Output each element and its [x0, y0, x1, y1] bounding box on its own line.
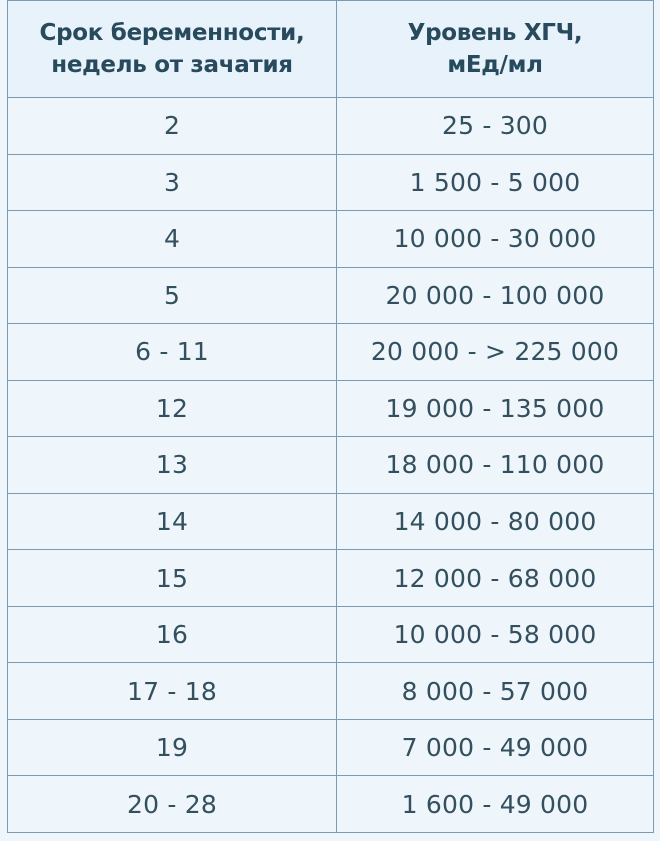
week-cell: 12 — [8, 380, 337, 437]
week-cell: 16 — [8, 606, 337, 663]
table-row — [8, 663, 654, 720]
hcg-cell: 8 000 - 57 000 — [337, 663, 654, 720]
table-row — [8, 267, 654, 324]
week-cell: 17 - 18 — [8, 663, 337, 720]
week-cell: 6 - 11 — [8, 324, 337, 381]
hcg-cell: 1 500 - 5 000 — [337, 154, 654, 211]
hcg-cell: 7 000 - 49 000 — [337, 719, 654, 776]
hcg-cell: 25 - 300 — [337, 98, 654, 155]
table-row — [8, 380, 654, 437]
table-row — [8, 550, 654, 607]
header-hcg-level-line2: мЕд/мл — [447, 52, 543, 78]
hcg-cell: 14 000 - 80 000 — [337, 493, 654, 550]
table-row — [8, 98, 654, 155]
week-cell: 5 — [8, 267, 337, 324]
table-row — [8, 606, 654, 663]
table-row — [8, 437, 654, 494]
hcg-cell: 1 600 - 49 000 — [337, 776, 654, 833]
hcg-cell: 10 000 - 58 000 — [337, 606, 654, 663]
week-cell: 3 — [8, 154, 337, 211]
hcg-cell: 20 000 - > 225 000 — [337, 324, 654, 381]
hcg-cell: 10 000 - 30 000 — [337, 211, 654, 268]
week-cell: 14 — [8, 493, 337, 550]
header-row — [8, 1, 654, 98]
week-cell: 15 — [8, 550, 337, 607]
week-cell: 2 — [8, 98, 337, 155]
table-row — [8, 211, 654, 268]
hcg-cell: 20 000 - 100 000 — [337, 267, 654, 324]
header-pregnancy-term — [8, 1, 337, 98]
header-hcg-level — [337, 1, 654, 98]
table-row — [8, 493, 654, 550]
week-cell: 4 — [8, 211, 337, 268]
week-cell: 19 — [8, 719, 337, 776]
hcg-levels-table — [7, 0, 654, 833]
table-body — [8, 98, 654, 833]
hcg-cell: 18 000 - 110 000 — [337, 437, 654, 494]
table-row — [8, 154, 654, 211]
header-pregnancy-term-line2: недель от зачатия — [51, 52, 293, 78]
week-cell: 20 - 28 — [8, 776, 337, 833]
table-row — [8, 776, 654, 833]
table-row — [8, 719, 654, 776]
header-pregnancy-term-line1: Срок беременности, — [39, 20, 305, 46]
table-row — [8, 324, 654, 381]
header-hcg-level-line1: Уровень ХГЧ, — [407, 20, 583, 46]
week-cell: 13 — [8, 437, 337, 494]
hcg-cell: 12 000 - 68 000 — [337, 550, 654, 607]
hcg-cell: 19 000 - 135 000 — [337, 380, 654, 437]
